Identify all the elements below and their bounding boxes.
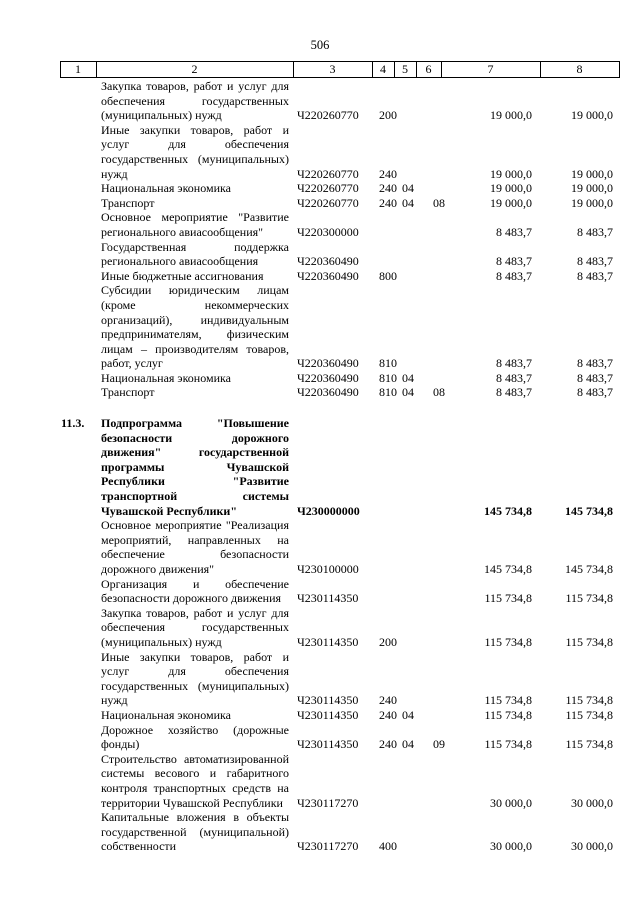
amount-year-1: 145 734,8	[484, 503, 532, 518]
expense-type: 240	[379, 195, 397, 210]
amount-year-2: 19 000,0	[571, 108, 613, 123]
column-header: 5	[402, 62, 408, 76]
target-code: Ч230100000	[297, 562, 359, 576]
expense-type: 200	[379, 634, 397, 649]
row-name: Основное мероприятие "Реализация мероприятий, направленных на обеспечение безопасности дорожного движения"	[101, 518, 289, 576]
section: 04	[402, 385, 414, 400]
column-header: 8	[576, 62, 583, 76]
target-code: Ч220260770	[297, 166, 359, 181]
amount-year-1: 8 483,7	[496, 356, 532, 371]
target-code: Ч220360490	[297, 268, 359, 283]
amount-year-1: 115 734,8	[484, 634, 532, 649]
row-name: Капитальные вложения в объекты государственной (муниципальной) собственности	[101, 810, 289, 854]
column-header: 6	[425, 62, 432, 76]
amount-year-2: 19 000,0	[571, 166, 613, 181]
table-row	[0, 606, 640, 650]
table-row	[0, 79, 640, 123]
expense-type: 400	[379, 839, 397, 854]
target-code: Ч230000000	[297, 503, 360, 518]
amount-year-1: 8 483,7	[496, 254, 532, 269]
target-code: Ч230117270	[297, 795, 359, 810]
amount-year-2: 145 734,8	[565, 562, 613, 576]
table-row	[0, 416, 640, 518]
amount-year-1: 8 483,7	[496, 224, 532, 239]
table-row	[0, 240, 640, 269]
amount-year-1: 8 483,7	[496, 385, 532, 400]
amount-year-2: 115 734,8	[565, 737, 613, 752]
amount-year-2: 8 483,7	[577, 268, 613, 283]
amount-year-2: 30 000,0	[571, 839, 613, 854]
amount-year-1: 19 000,0	[490, 108, 532, 123]
target-code: Ч220360490	[297, 385, 359, 400]
row-number: 11.3.	[61, 416, 85, 431]
row-name: Иные бюджетные ассигнования	[101, 268, 264, 283]
amount-year-1: 30 000,0	[490, 839, 532, 854]
column-header: 2	[191, 62, 198, 76]
row-name: Строительство автоматизированной системы весового и габаритного контроля транспортных средств на территории Чувашской Республики	[101, 751, 289, 810]
section: 04	[402, 370, 414, 385]
expense-type: 810	[379, 356, 397, 371]
expense-type: 800	[379, 268, 397, 283]
amount-year-2: 8 483,7	[577, 224, 613, 239]
amount-year-2: 115 734,8	[565, 634, 613, 649]
amount-year-1: 19 000,0	[490, 166, 532, 181]
table-row	[0, 752, 640, 810]
amount-year-1: 145 734,8	[484, 562, 532, 576]
table-row	[0, 577, 640, 606]
row-name: Организация и обеспечение безопасности дорожного движения	[101, 576, 289, 606]
amount-year-2: 8 483,7	[577, 385, 613, 400]
amount-year-1: 19 000,0	[490, 195, 532, 210]
subsection: 08	[433, 385, 445, 400]
target-code: Ч220360490	[297, 356, 359, 371]
table-row	[0, 385, 640, 400]
column-header: 7	[487, 62, 494, 76]
expense-type: 810	[379, 385, 397, 400]
amount-year-2: 8 483,7	[577, 356, 613, 371]
amount-year-2: 145 734,8	[565, 503, 613, 518]
amount-year-2: 30 000,0	[571, 795, 613, 810]
table-row	[0, 650, 640, 708]
row-name: Иные закупки товаров, работ и услуг для обеспечения государственных (муниципальных) нужд	[101, 649, 289, 708]
subsection: 08	[433, 195, 445, 210]
row-name: Национальная экономика	[101, 370, 231, 385]
row-name: Закупка товаров, работ и услуг для обеспечения государственных (муниципальных) нужд	[101, 605, 289, 649]
table-row	[0, 723, 640, 752]
section: 04	[402, 195, 414, 210]
row-name: Транспорт	[101, 385, 155, 400]
expense-type: 240	[379, 707, 397, 722]
subsection: 09	[433, 737, 445, 752]
row-name: Дорожное хозяйство (дорожные фонды)	[101, 722, 289, 752]
section: 04	[402, 707, 414, 722]
amount-year-2: 19 000,0	[571, 195, 613, 210]
target-code: Ч230114350	[297, 707, 359, 722]
row-name: Субсидии юридическим лицам (кроме некоммерческих организаций), индивидуальным предпринимателям, физическим лицам – производителям товаров, работ, услуг	[101, 283, 289, 371]
expense-type: 200	[379, 108, 397, 123]
column-header: 3	[329, 62, 336, 76]
amount-year-1: 8 483,7	[496, 268, 532, 283]
target-code: Ч230114350	[297, 737, 359, 752]
column-header: 1	[75, 62, 81, 76]
target-code: Ч220260770	[297, 181, 359, 196]
table-row	[0, 210, 640, 239]
target-code: Ч220260770	[297, 195, 359, 210]
table-row	[0, 371, 640, 386]
amount-year-1: 115 734,8	[484, 737, 532, 752]
target-code: Ч230117270	[297, 839, 359, 854]
expense-type: 810	[379, 370, 397, 385]
expense-type: 240	[379, 181, 397, 196]
table-row	[0, 810, 640, 854]
section: 04	[402, 737, 414, 752]
amount-year-2: 19 000,0	[571, 181, 613, 196]
row-name: Закупка товаров, работ и услуг для обеспечения государственных (муниципальных) нужд	[101, 79, 289, 123]
target-code: Ч230114350	[297, 693, 359, 708]
amount-year-1: 115 734,8	[484, 591, 532, 606]
table-row	[0, 283, 640, 371]
target-code: Ч220360490	[297, 254, 359, 269]
row-name: Подпрограмма "Повышение безопасности дорожного движения" государственной программы Чувашской Республики "Развитие транспортной системы Чувашской Республики"	[101, 416, 289, 518]
amount-year-1: 115 734,8	[484, 693, 532, 708]
table-row	[0, 518, 640, 576]
page-number: 506	[310, 38, 330, 52]
row-name: Национальная экономика	[101, 707, 231, 722]
target-code: Ч230114350	[297, 591, 359, 606]
amount-year-2: 115 734,8	[565, 707, 613, 722]
table-row	[0, 196, 640, 211]
target-code: Ч230114350	[297, 634, 359, 649]
row-name: Основное мероприятие "Развитие регионального авиасообщения"	[101, 210, 289, 239]
row-name: Транспорт	[101, 195, 155, 210]
row-name: Государственная поддержка регионального авиасообщения	[101, 239, 289, 269]
amount-year-2: 8 483,7	[577, 370, 613, 385]
expense-type: 240	[379, 166, 397, 181]
table-body	[0, 79, 640, 854]
amount-year-2: 115 734,8	[565, 591, 613, 606]
row-name: Иные закупки товаров, работ и услуг для обеспечения государственных (муниципальных) нужд	[101, 122, 289, 181]
amount-year-1: 19 000,0	[490, 181, 532, 196]
amount-year-2: 8 483,7	[577, 254, 613, 269]
amount-year-1: 8 483,7	[496, 370, 532, 385]
table-row	[0, 123, 640, 181]
table-row	[0, 181, 640, 196]
expense-type: 240	[379, 693, 397, 708]
row-name: Национальная экономика	[101, 181, 231, 196]
table-header	[60, 61, 620, 78]
target-code: Ч220300000	[297, 224, 359, 239]
amount-year-2: 115 734,8	[565, 693, 613, 708]
expense-type: 240	[379, 737, 397, 752]
table-row	[0, 708, 640, 723]
amount-year-1: 30 000,0	[490, 795, 532, 810]
table-row	[0, 269, 640, 284]
section: 04	[402, 181, 414, 196]
target-code: Ч220360490	[297, 370, 359, 385]
column-header: 4	[380, 62, 386, 76]
amount-year-1: 115 734,8	[484, 707, 532, 722]
target-code: Ч220260770	[297, 108, 359, 123]
